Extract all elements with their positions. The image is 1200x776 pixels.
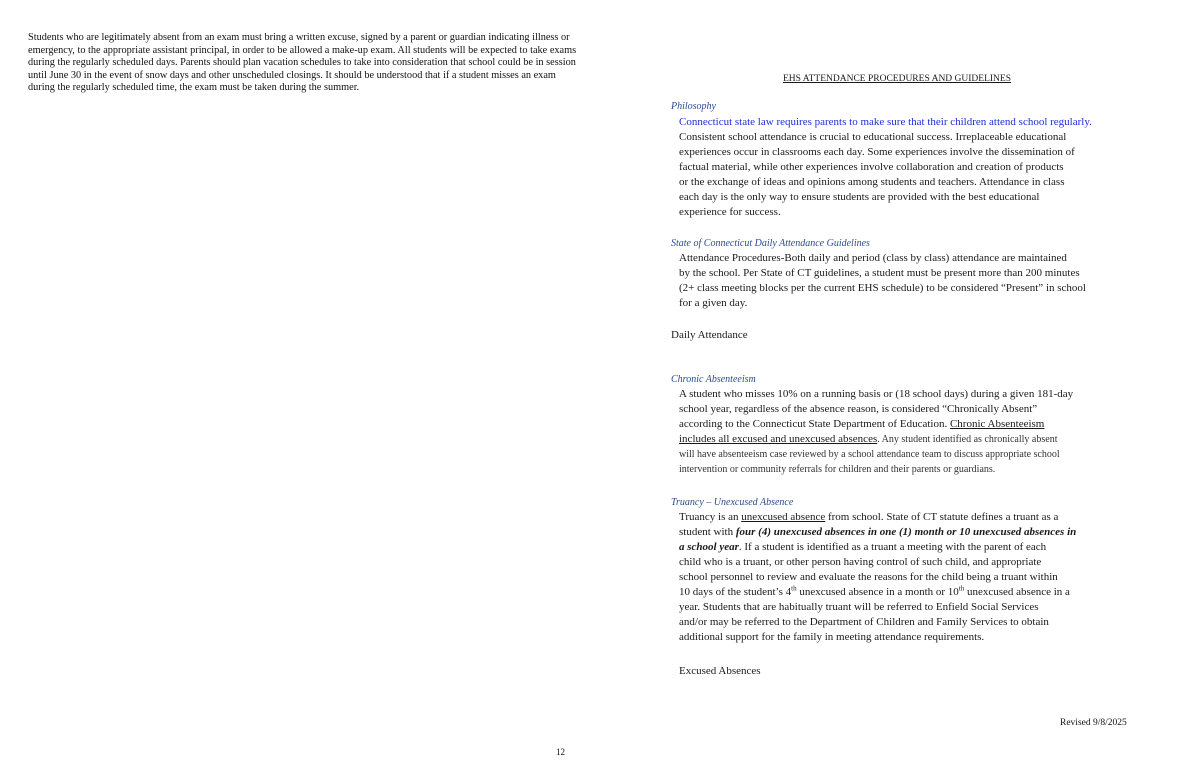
exam-absence-paragraph <box>28 32 606 95</box>
paragraph-line: during the regularly scheduled time, the exam must be taken during the summer. <box>28 82 360 93</box>
body-line: each day is the only way to ensure students are provided with the best educational <box>679 191 1040 203</box>
body-text: . Any student identified as chronically absent <box>877 434 1058 445</box>
body-text: unexcused absence in a month or 10 <box>796 586 959 598</box>
section-heading-philosophy: Philosophy <box>671 101 716 112</box>
section-heading-state-guidelines: State of Connecticut Daily Attendance Guidelines <box>671 238 870 249</box>
state-guidelines-body <box>679 251 1124 311</box>
page-number: 12 <box>556 747 565 757</box>
body-line <box>679 417 1124 432</box>
body-line: child who is a truant, or other person having control of such child, and appropriate <box>679 556 1042 568</box>
truancy-body <box>679 510 1124 645</box>
excused-absences-heading: Excused Absences <box>679 665 761 677</box>
body-line: experience for success. <box>679 206 781 218</box>
body-text: student with <box>679 526 736 538</box>
body-line: additional support for the family in meeting attendance requirements. <box>679 631 985 643</box>
emphasis-text: a school year <box>679 541 739 553</box>
body-text: from school. State of CT statute defines a truant as a <box>825 511 1059 523</box>
body-line: intervention or community referrals for children and their parents or guardians. <box>679 464 996 475</box>
superscript: th <box>791 584 797 593</box>
body-text: Truancy is an <box>679 511 742 523</box>
superscript: th <box>958 584 965 593</box>
body-line <box>679 510 1124 525</box>
body-line: will have absenteeism case reviewed by a school attendance team to discuss appropriate school <box>679 449 1060 460</box>
body-line: by the school. Per State of CT guidelines, a student must be present more than 200 minutes <box>679 267 1080 279</box>
body-line: factual material, while other experiences involve collaboration and creation of products <box>679 161 1064 173</box>
philosophy-body <box>679 115 1124 220</box>
body-line <box>679 585 1124 600</box>
section-heading-truancy: Truancy – Unexcused Absence <box>671 497 794 508</box>
underlined-text: includes all excused and unexcused absences <box>679 433 878 445</box>
revised-date: Revised 9/8/2025 <box>1060 718 1127 728</box>
body-text: according to the Connecticut State Department of Education. <box>679 418 948 430</box>
body-line: experiences occur in classrooms each day. Some experiences involve the dissemination of <box>679 146 1075 158</box>
document-title: EHS ATTENDANCE PROCEDURES AND GUIDELINES <box>783 74 1012 84</box>
body-line: year. Students that are habitually truant will be referred to Enfield Social Services <box>679 601 1039 613</box>
emphasis-text: four (4) unexcused absences in one (1) month or 10 unexcused absences in <box>735 526 1077 538</box>
body-line <box>679 432 1124 447</box>
body-text: unexcused absence in a <box>964 586 1070 598</box>
body-line: (2+ class meeting blocks per the current EHS schedule) to be considered “Present” in school <box>679 282 1086 294</box>
body-line: A student who misses 10% on a running basis or (18 school days) during a given 181-day <box>679 388 1074 400</box>
body-text: 10 days of the student’s 4 <box>679 586 792 598</box>
body-line: for a given day. <box>679 297 748 309</box>
body-line: school year, regardless of the absence reason, is considered “Chronically Absent” <box>679 403 1038 415</box>
paragraph-line: emergency, to the appropriate assistant principal, in order to be allowed a make-up exam. All students will be expected to take exams <box>28 44 577 56</box>
body-line <box>679 540 1124 555</box>
chronic-absenteeism-body <box>679 387 1124 477</box>
underlined-text: unexcused absence <box>741 511 826 523</box>
body-line: Consistent school attendance is crucial to educational success. Irreplaceable educational <box>679 131 1067 143</box>
underlined-text: Chronic Absenteeism <box>949 418 1045 430</box>
section-heading-chronic-absenteeism: Chronic Absenteeism <box>671 374 756 385</box>
philosophy-highlight: Connecticut state law requires parents to make sure that their children attend school regularly. <box>679 116 1092 128</box>
paragraph-line: until June 30 in the event of snow days and other unscheduled closings. It should be understood that if a student misses an exam <box>28 69 556 81</box>
body-text: . If a student is identified as a truant a meeting with the parent of each <box>738 541 1047 553</box>
body-line <box>679 525 1124 540</box>
daily-attendance-heading: Daily Attendance <box>671 329 748 341</box>
body-line: and/or may be referred to the Department of Children and Family Services to obtain <box>679 616 1049 628</box>
paragraph-line: Students who are legitimately absent from an exam must bring a written excuse, signed by a parent or guardian indicating illness or <box>28 32 570 43</box>
paragraph-line: during the regularly scheduled days. Parents should plan vacation schedules to take into consideration that school could be in session <box>28 57 576 68</box>
body-line: school personnel to review and evaluate the reasons for the child being a truant within <box>679 571 1058 583</box>
body-line: or the exchange of ideas and opinions among students and teachers. Attendance in class <box>679 176 1065 188</box>
body-line: Attendance Procedures-Both daily and period (class by class) attendance are maintained <box>679 252 1067 264</box>
